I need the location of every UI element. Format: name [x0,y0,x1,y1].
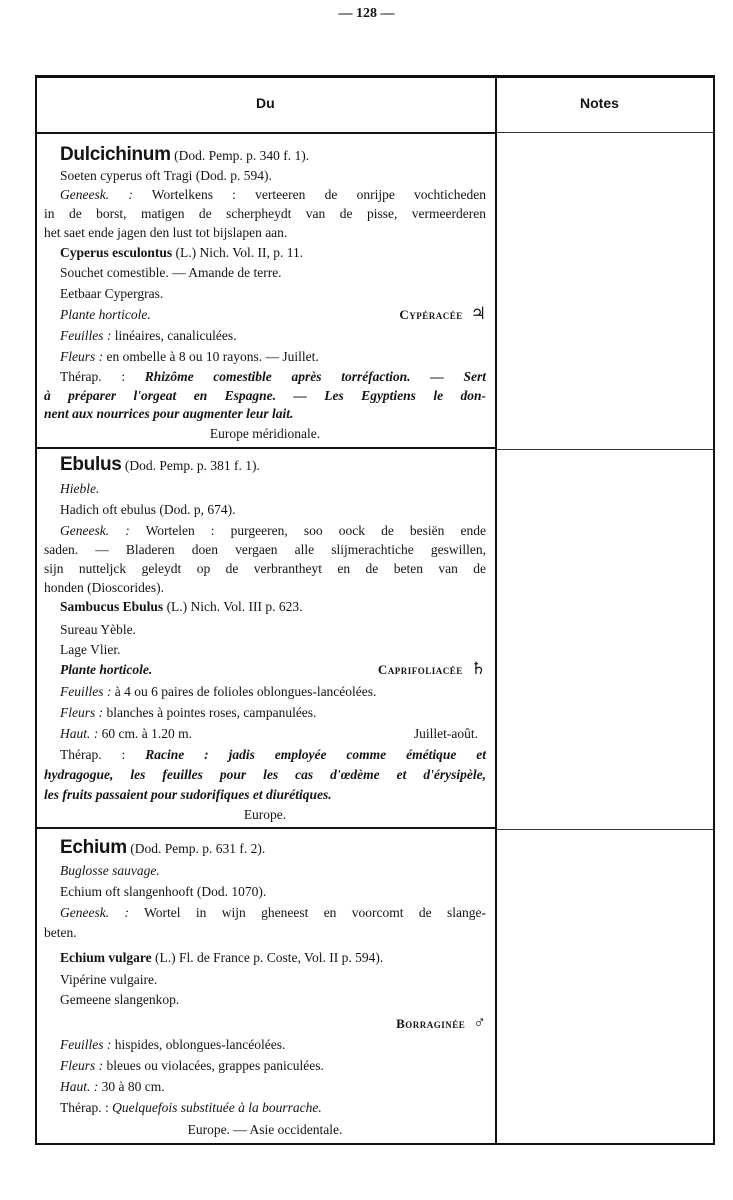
entry-line [60,621,136,639]
entry-heading [60,146,309,165]
text-segment: Thérap. : [60,369,145,384]
entry-line [60,883,266,901]
header-divider-notes [497,132,713,133]
text-segment: Europe méridionale. [209,426,321,441]
text-segment: sijn nutteljck geleydt op de verbrantheyt en de beten van de [44,561,486,576]
text-segment: Sureau Yèble. [60,622,136,637]
text-segment: Echium oft slangenhooft (Dod. 1070). [60,884,267,899]
family-label [396,1014,486,1033]
text-segment: à préparer l'orgeat en Espagne. — Les Egyptiens le don- [44,388,486,403]
entry-line [60,862,160,880]
text-segment: beten. [44,925,77,940]
text-segment: (L.) Nich. Vol. II, p. 11. [172,245,304,260]
text-segment: Geneesk. : [60,187,133,202]
text-segment: Thérap. : [60,1100,113,1115]
entry-line [60,725,192,743]
entry-line [44,387,486,405]
text-segment: hispides, oblongues-lancéolées. [111,1037,286,1052]
text-segment: Geneesk. : [60,905,129,920]
text-segment: Eetbaar Cypergras. [60,286,164,301]
column-header-notes: Notes [580,95,619,111]
text-segment: Racine : jadis employée comme émétique et [145,747,486,762]
entry-line [60,971,157,989]
entry-line [44,579,164,597]
entry-heading [60,839,265,858]
text-segment: Soeten cyperus oft Tragi (Dod. p. 594). [60,168,272,183]
text-segment: linéaires, canaliculées. [111,328,237,343]
entry-line [60,991,179,1009]
entry-line [60,704,316,722]
text-segment: hydragogue, les feuilles pour les cas d'œdème et d'érysipèle, [44,767,486,782]
text-segment: (Dod. Pemp. p. 340 f. 1). [170,148,310,163]
text-segment: Geneesk. : [60,523,130,538]
entry-line [44,806,486,824]
text-segment: Haut. : [60,726,99,741]
entry-line [60,327,237,345]
entry-line [44,766,486,784]
entry-line [44,405,293,423]
text-segment: Feuilles : [60,328,112,343]
text-segment: het saet ende jagen den lust tot bijslapen aan. [44,225,288,240]
family-symbol-icon: ♄ [470,659,486,678]
text-segment: Quelquefois substituée à la bourrache. [112,1100,322,1115]
entry-line [44,205,486,223]
entry-title: Dulcichinum [60,144,171,165]
entry-title: Echium [60,837,127,858]
text-segment: Gemeene slangenkop. [60,992,180,1007]
text-segment: Fleurs : [60,705,104,720]
text-segment: Vipérine vulgaire. [60,972,158,987]
family-name: Caprifoliacée [377,662,463,677]
text-segment: Plante horticole. [60,662,153,677]
entry-line [60,1057,324,1075]
text-segment: Echium vulgare [60,950,152,965]
text-segment: saden. — Bladeren doen vergaen alle slijmerachtiche geswillen, [44,542,486,557]
text-segment: Feuilles : [60,684,112,699]
entry-line [60,244,303,262]
entry-line [60,1078,165,1096]
entry-line [60,167,272,185]
family-label [378,660,486,679]
entry-line [44,560,486,578]
text-segment: Souchet comestible. — Amande de terre. [60,265,282,280]
entry-line [60,1099,322,1117]
text-segment: Europe. — Asie occidentale. [187,1122,343,1137]
text-segment: (L.) Nich. Vol. III p. 623. [163,599,303,614]
entry-line [44,224,287,242]
family-name: Cypéracée [399,307,463,322]
text-segment: in de borst, matigen de scherpheydt van de pisse, vermeerderen [44,206,486,221]
text-segment: Thérap. : [60,747,146,762]
header-divider [37,132,495,134]
text-segment: Wortel in wijn gheneest en voorcomt de slange- [128,905,486,920]
entry-line [60,661,152,679]
entry-line [60,480,99,498]
entry-line [60,904,486,922]
entry-line [60,368,486,386]
entry-divider-notes [497,829,713,830]
text-segment: (Dod. Pemp. p. 381 f. 1). [121,458,260,473]
text-segment: Buglosse sauvage. [60,863,160,878]
text-segment: Hieble. [60,481,100,496]
entry-heading [60,456,260,475]
entry-divider-notes [497,449,713,450]
text-segment: Wortelen : purgeeren, soo oock de besiën ende [129,523,486,538]
entry-line [60,949,383,967]
entry-line [44,1121,486,1139]
text-segment: bleues ou violacées, grappes paniculées. [103,1058,324,1073]
entry-line [44,541,486,559]
entry-line [44,786,332,804]
entry-title: Ebulus [60,454,122,475]
text-segment: Rhizôme comestible après torréfaction. — Sert [144,369,486,384]
entry-line [60,501,235,519]
text-segment: (Dod. Pemp. p. 631 f. 2). [126,841,266,856]
entry-line [60,285,163,303]
text-segment: Cyperus esculontus [60,245,173,260]
text-segment: en ombelle à 8 ou 10 rayons. — Juillet. [103,349,319,364]
text-segment: Lage Vlier. [60,642,121,657]
family-symbol-icon: ♂ [473,1013,486,1032]
entry-line [60,306,151,324]
text-segment: les fruits passaient pour sudorifiques et diurétiques. [44,787,332,802]
text-segment: Haut. : [60,1079,99,1094]
text-segment: Plante horticole. [60,307,151,322]
entry-line [60,1036,285,1054]
entry-line [60,264,282,282]
family-symbol-icon: ♃ [470,304,486,323]
entry-line [44,425,486,443]
entry-line [60,598,303,616]
text-segment: 30 à 80 cm. [98,1079,165,1094]
text-segment: Fleurs : [60,349,104,364]
entry-divider [37,447,495,449]
text-segment: Sambucus Ebulus [60,599,164,614]
entry-line [60,186,486,204]
text-segment: nent aux nourrices pour augmenter leur lait. [44,406,294,421]
family-name: Borraginée [396,1016,466,1031]
column-divider [495,75,497,1145]
text-segment: à 4 ou 6 paires de folioles oblongues-lancéolées. [111,684,377,699]
column-header-du: Du [256,95,275,111]
text-segment: blanches à pointes roses, campanulées. [103,705,317,720]
entry-line [60,522,486,540]
text-segment: Europe. [243,807,287,822]
family-label [399,305,486,324]
entry-line [60,683,376,701]
text-segment: 60 cm. à 1.20 m. [98,726,192,741]
text-segment: honden (Dioscorides). [44,580,164,595]
text-segment: Wortelkens : verteeren de onrijpe vochticheden [132,187,487,202]
entry-line [60,746,486,764]
flowering-period: Juillet-août. [413,726,478,741]
entry-line [60,348,319,366]
text-segment: Feuilles : [60,1037,112,1052]
entry-line [44,924,77,942]
entry-divider [37,827,495,829]
text-segment: (L.) Fl. de France p. Coste, Vol. II p. 594). [151,950,384,965]
text-segment: Fleurs : [60,1058,104,1073]
text-segment: Hadich oft ebulus (Dod. p, 674). [60,502,236,517]
entry-line [60,641,120,659]
page-number: — 128 — [338,6,395,21]
